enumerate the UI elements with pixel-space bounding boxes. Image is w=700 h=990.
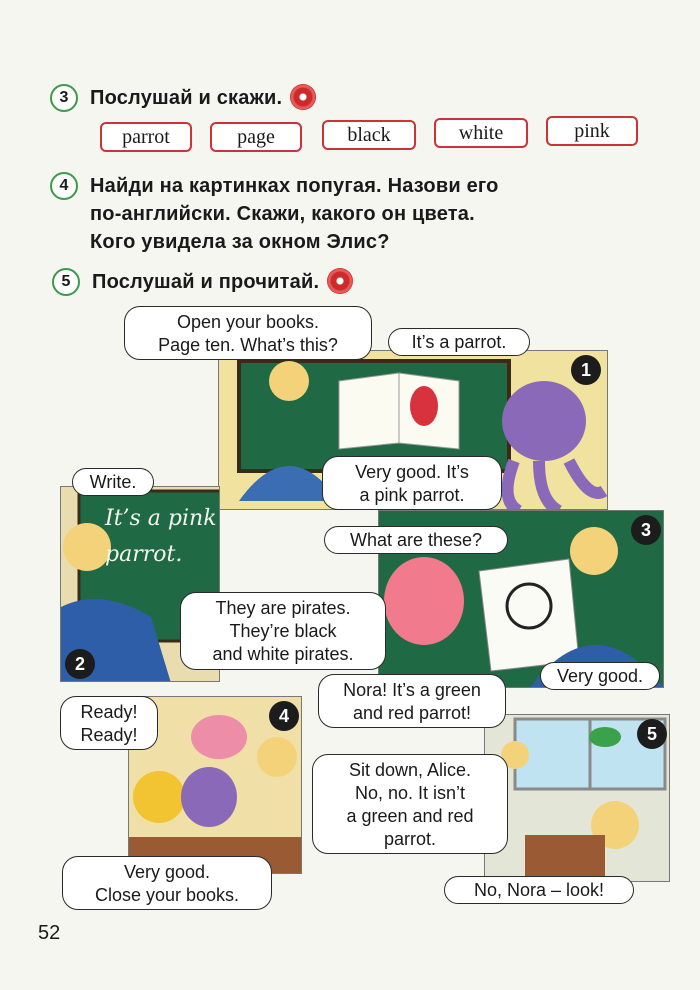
word-box: page (210, 122, 302, 152)
speech-bubble: Nora! It’s a green and red parrot! (318, 674, 506, 728)
speech-bubble: Very good. Close your books. (62, 856, 272, 910)
task-4 (50, 172, 499, 256)
comic-panel-5 (484, 714, 670, 882)
audio-cd-icon[interactable] (327, 268, 353, 294)
task-number: 3 (50, 84, 78, 112)
speech-bubble: No, Nora – look! (444, 876, 634, 904)
task-instruction: Послушай и скажи. (90, 87, 283, 109)
task-instruction: Найди на картинках попугая. Назови его по-английски. Скажи, какого он цвета. Кого увидела за окном Элис? (90, 175, 499, 253)
chalkboard-text: It’s a pink parrot. (105, 506, 217, 567)
speech-bubble: Ready! Ready! (60, 696, 158, 750)
speech-bubble: It’s a parrot. (388, 328, 530, 356)
word-box: pink (546, 116, 638, 146)
audio-cd-icon[interactable] (290, 84, 316, 110)
page-number: 52 (38, 922, 61, 944)
speech-bubble: What are these? (324, 526, 508, 554)
speech-bubble: Write. (72, 468, 154, 496)
panel-number-badge: 1 (571, 355, 601, 385)
speech-bubble: They are pirates. They’re black and white pirates. (180, 592, 386, 670)
task-number: 5 (52, 268, 80, 296)
word-box: parrot (100, 122, 192, 152)
task-number: 4 (50, 172, 78, 200)
panel-number-badge: 2 (65, 649, 95, 679)
panel-number-badge: 3 (631, 515, 661, 545)
word-box: white (434, 118, 528, 148)
task-5 (52, 268, 353, 296)
word-box: black (322, 120, 416, 150)
task-instruction: Послушай и прочитай. (92, 271, 320, 293)
speech-bubble: Very good. (540, 662, 660, 690)
speech-bubble: Open your books. Page ten. What’s this? (124, 306, 372, 360)
task-3 (50, 84, 316, 112)
panel-number-badge: 4 (269, 701, 299, 731)
speech-bubble: Very good. It’s a pink parrot. (322, 456, 502, 510)
speech-bubble: Sit down, Alice. No, no. It isn’t a green and red parrot. (312, 754, 508, 854)
vocabulary-words (100, 118, 640, 154)
panel-number-badge: 5 (637, 719, 667, 749)
